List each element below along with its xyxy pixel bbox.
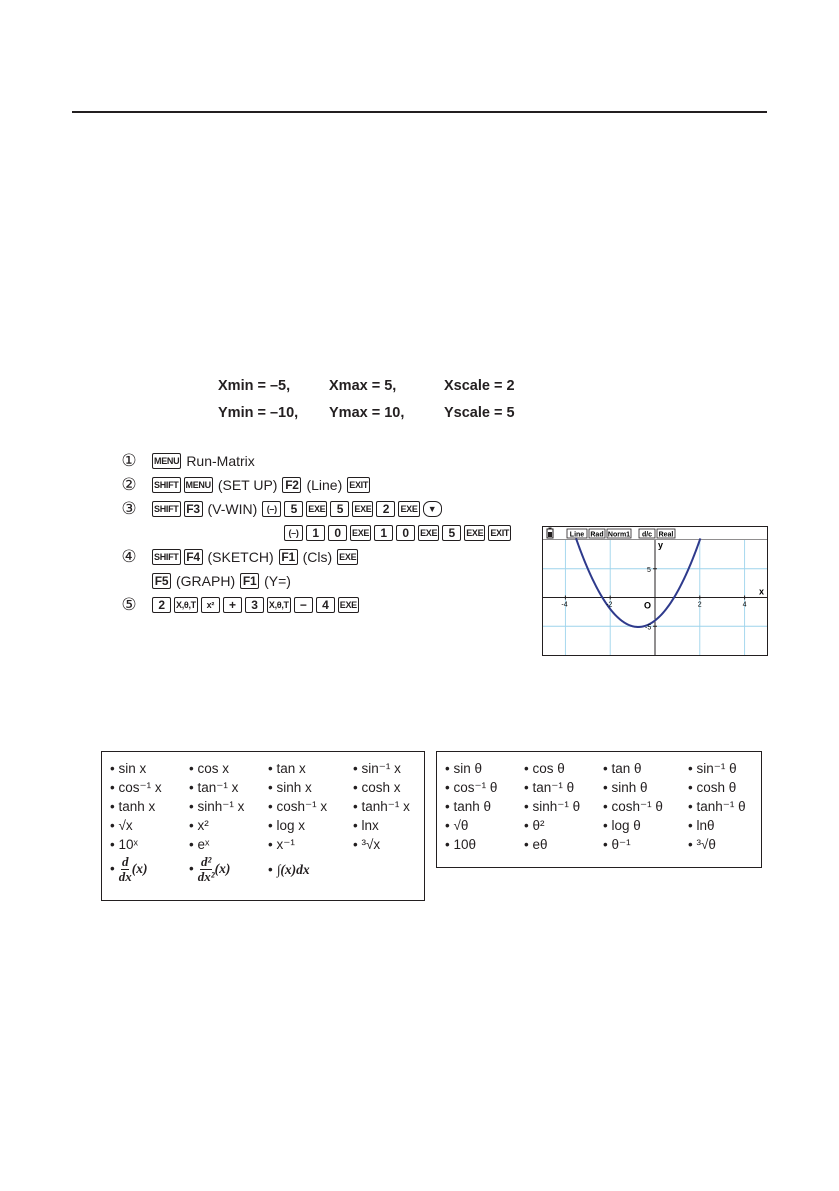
key-f4-icon: F4 [184,549,203,565]
fraction-numerator: d² [200,854,212,869]
step-line [118,570,528,592]
tick-label: 5 [647,566,651,574]
status-line: Line [569,531,585,539]
function-item: • sinh⁻¹ θ [524,799,581,814]
step-text: Run-Matrix [186,453,255,469]
function-item: • 10ˣ [110,837,138,852]
key-exe-icon: EXE [338,597,359,613]
status-bar [543,529,767,540]
key-1-icon: 1 [374,525,393,541]
graph-axes [543,540,767,655]
key-x-icon: x² [201,597,220,613]
step-line [118,450,528,472]
bullet: • [268,862,273,877]
step-line [118,498,528,520]
derivative-fraction [119,855,132,884]
ymax-value: Ymax = 10, [329,405,405,421]
x-axis-label: x [759,586,765,597]
functions-theta-box [436,751,762,868]
function-item: • tanh⁻¹ θ [688,799,746,814]
function-item: • ³√θ [688,837,716,852]
function-item: • cos⁻¹ θ [445,780,498,795]
function-item: • sinh x [268,780,312,795]
function-item: • cosh⁻¹ θ [603,799,663,814]
tick-label: 4 [742,601,747,609]
key-5-icon: 5 [442,525,461,541]
function-item: • x⁻¹ [268,837,295,852]
calculator-screen [542,526,768,656]
function-item: • log θ [603,818,641,833]
graph-display [543,527,767,655]
key-menu-icon: MENU [152,453,181,469]
battery-icon [547,528,553,539]
function-item: • cosh⁻¹ x [268,799,328,814]
key-exit-icon: EXIT [488,525,511,541]
derivative-item [189,855,230,884]
key-3-icon: 3 [245,597,264,613]
fraction-denominator: dx [118,869,132,884]
key-exe-icon: EXE [350,525,371,541]
function-item: • sin⁻¹ x [353,761,401,776]
key-shift-icon: SHIFT [152,549,181,565]
step-text: (Y=) [264,573,291,589]
xscale-value: Xscale = 2 [444,378,515,394]
key-f1-icon: F1 [240,573,259,589]
origin-label: O [644,600,652,611]
key-shift-icon: SHIFT [152,501,181,517]
key-0-icon: 0 [328,525,347,541]
key-exe-icon: EXE [418,525,439,541]
status-norm1: Norm1 [607,531,631,539]
key-shift-icon: SHIFT [152,477,181,493]
key-sym-icon: − [294,597,313,613]
step-number: ③ [121,499,137,519]
key-x-t-icon: X,θ,T [267,597,291,613]
step-text: (SKETCH) [207,549,274,565]
y-axis-label: y [658,540,664,550]
key-exe-icon: EXE [352,501,373,517]
fraction-numerator: d [121,854,129,869]
top-rule [72,111,767,113]
key-2-icon: 2 [152,597,171,613]
key-f1-icon: F1 [279,549,298,565]
step-number: ④ [121,547,137,567]
function-item: • cos x [189,761,229,776]
key-0-icon: 0 [396,525,415,541]
step-text: (SET UP) [217,477,278,493]
key-sequence-steps [118,450,528,618]
step-number: ② [121,475,137,495]
key-f5-icon: F5 [152,573,171,589]
step-text: (Line) [306,477,343,493]
derivative-fraction [198,855,215,884]
function-item: • sin x [110,761,147,776]
integral-expression: ∫(x)dx [276,862,310,877]
key-sym-icon: ▼ [423,501,442,517]
key-1-icon: 1 [306,525,325,541]
key-menu-icon: MENU [184,477,213,493]
step-number: ① [121,451,137,471]
function-item: • cosh θ [688,780,737,795]
function-item: • sinh θ [603,780,648,795]
xmax-value: Xmax = 5, [329,378,397,394]
ymin-value: Ymin = –10, [218,405,299,421]
key-5-icon: 5 [284,501,303,517]
tick-label: -2 [606,601,613,609]
key-sym-icon: (–) [284,525,303,541]
function-item: • ³√x [353,837,381,852]
key-x-t-icon: X,θ,T [174,597,198,613]
derivative-item [110,855,147,884]
key-f2-icon: F2 [282,477,301,493]
function-item: • lnθ [688,818,715,833]
function-item: • θ⁻¹ [603,837,631,852]
function-item: • lnx [353,818,379,833]
step-line [118,546,528,568]
key-sym-icon: + [223,597,242,613]
function-item: • cos θ [524,761,565,776]
step-number: ⑤ [121,595,137,615]
tick-label: -4 [561,601,568,609]
status-d-c: d/c [641,531,653,539]
function-item: • tan⁻¹ θ [524,780,575,795]
function-item: • √x [110,818,133,833]
key-exe-icon: EXE [306,501,327,517]
fraction-denominator: dx² [197,869,215,884]
function-item: • tan x [268,761,306,776]
function-item: • eˣ [189,837,210,852]
function-item: • tanh⁻¹ x [353,799,410,814]
step-line [118,522,528,544]
function-item: • tanh θ [445,799,492,814]
xmin-value: Xmin = –5, [218,378,291,394]
derivative-argument: (x) [131,861,148,877]
function-item: • sinh⁻¹ x [189,799,245,814]
integral-item [268,862,310,878]
function-item: • sin⁻¹ θ [688,761,737,776]
tick-label: -5 [645,624,652,632]
yscale-value: Yscale = 5 [444,405,515,421]
bullet: • [189,861,194,877]
key-f3-icon: F3 [184,501,203,517]
function-item: • 10θ [445,837,477,852]
status-real: Real [658,531,674,539]
function-item: • sin θ [445,761,482,776]
key-sym-icon: (–) [262,501,281,517]
key-exe-icon: EXE [464,525,485,541]
tick-label: 2 [697,601,702,609]
function-item: • √θ [445,818,469,833]
function-item: • tan⁻¹ x [189,780,239,795]
bullet: • [110,861,115,877]
key-exe-icon: EXE [337,549,358,565]
status-rad: Rad [590,531,604,539]
function-item: • θ² [524,818,545,833]
function-item: • log x [268,818,305,833]
step-line [118,474,528,496]
function-item: • cos⁻¹ x [110,780,162,795]
key-exe-icon: EXE [398,501,419,517]
key-2-icon: 2 [376,501,395,517]
key-4-icon: 4 [316,597,335,613]
step-text: (GRAPH) [176,573,236,589]
key-exit-icon: EXIT [347,477,370,493]
function-item: • x² [189,818,209,833]
functions-x-box [101,751,425,901]
function-item: • tanh x [110,799,156,814]
parabola-curve [576,538,700,627]
step-text: (Cls) [302,549,333,565]
derivative-argument: (x) [214,861,231,877]
function-item: • eθ [524,837,548,852]
function-item: • cosh x [353,780,401,795]
step-line [118,594,528,616]
step-text: (V-WIN) [207,501,258,517]
key-5-icon: 5 [330,501,349,517]
function-item: • tan θ [603,761,642,776]
